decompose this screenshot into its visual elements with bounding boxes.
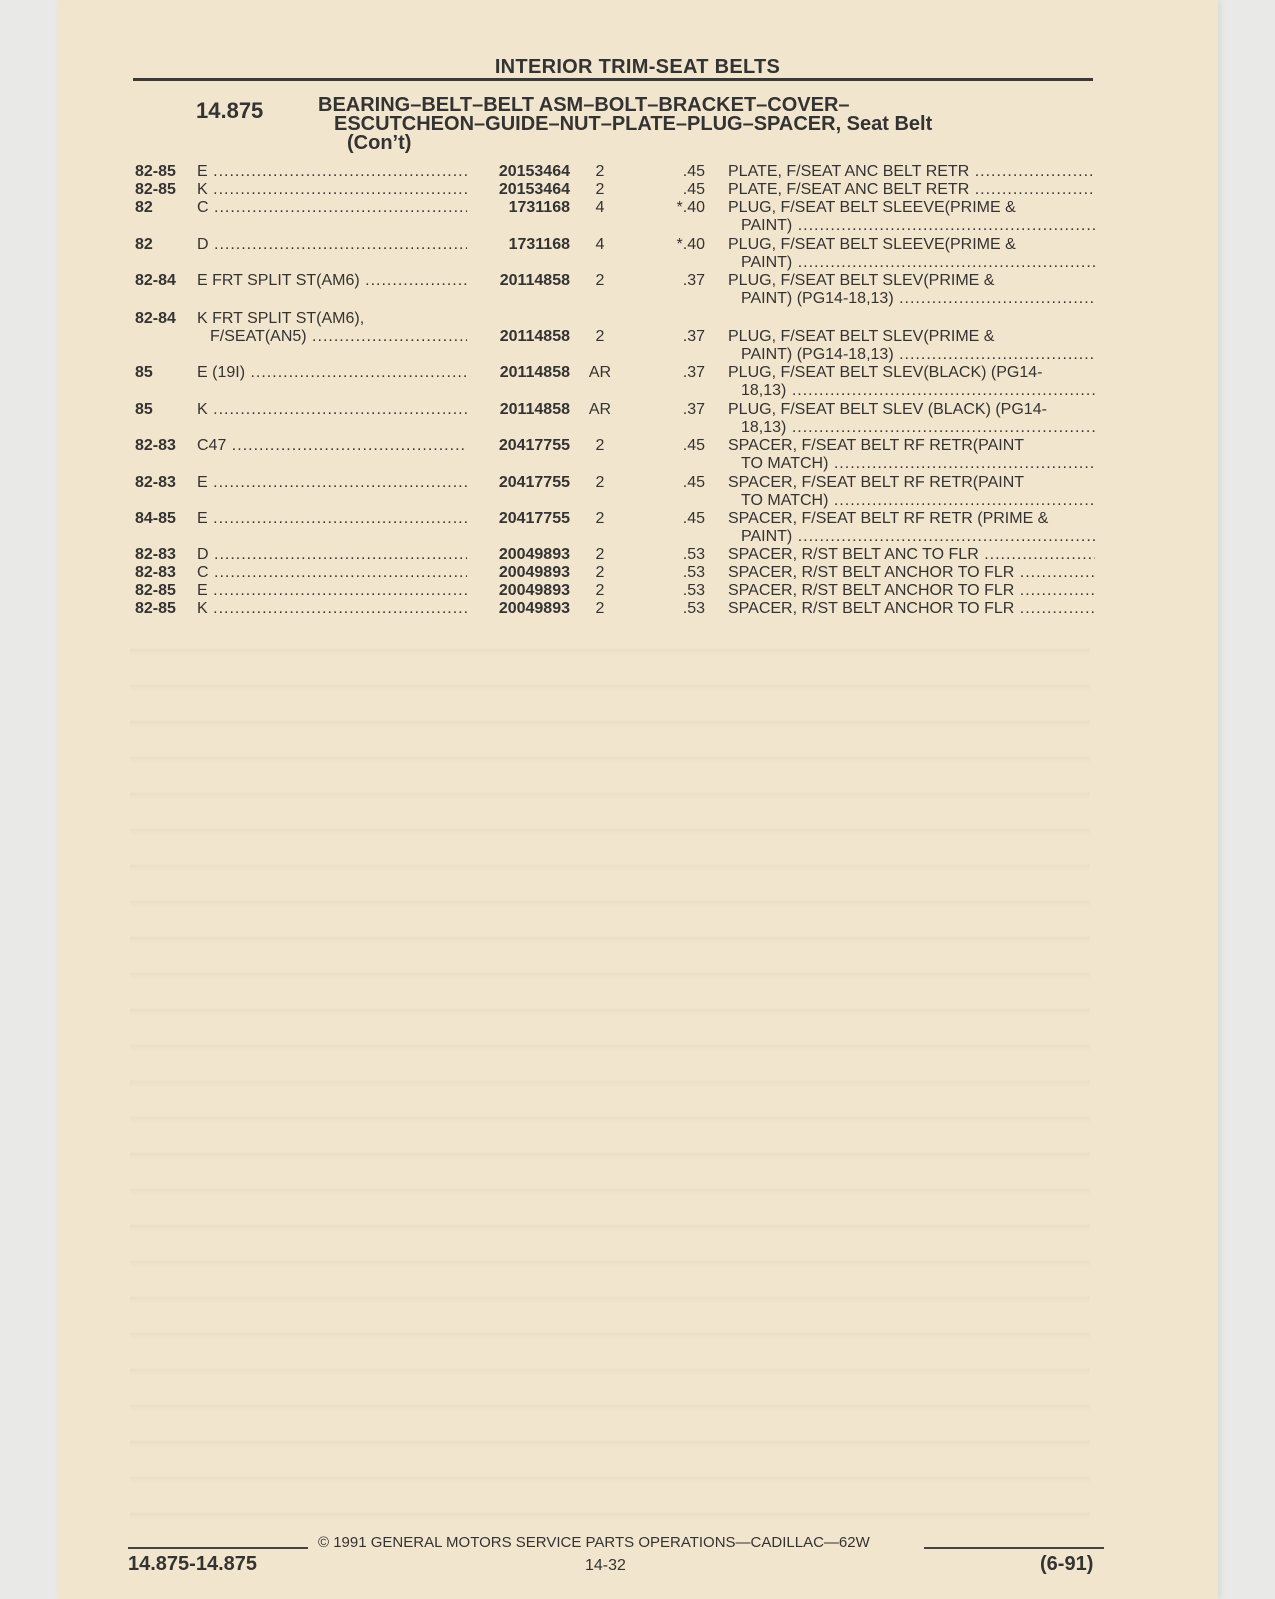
price: .45 xyxy=(682,437,705,454)
part-name-line: PAINT) (PG14-18,13) ..... xyxy=(728,290,1095,308)
part-name-line: PLUG, F/SEAT BELT SLEV(BLACK) (PG14- xyxy=(728,364,1043,381)
part-name-line: SPACER, R/ST BELT ANCHOR TO FLR ..... xyxy=(728,582,1095,600)
quantity: 2 xyxy=(595,272,605,289)
model-year: 82-85 xyxy=(135,181,176,198)
series-description: C47 ..... xyxy=(197,437,467,455)
section-title xyxy=(318,96,1078,153)
price: *.40 xyxy=(676,199,705,216)
part-name-line: PAINT) (PG14-18,13) ..... xyxy=(728,346,1095,364)
part-name-line: PLATE, F/SEAT ANC BELT RETR ..... xyxy=(728,181,1095,199)
part-number: 20153464 xyxy=(498,163,570,180)
revision-date: (6-91) xyxy=(1040,1553,1094,1575)
price: .37 xyxy=(682,401,705,418)
part-name xyxy=(728,364,1095,400)
section-title-line-2: ESCUTCHEON–GUIDE–NUT–PLATE–PLUG–SPACER, Seat Belt xyxy=(334,113,933,135)
part-name-line: PLUG, F/SEAT BELT SLEEVE(PRIME & xyxy=(728,236,1016,253)
part-number: 20049893 xyxy=(498,546,570,563)
part-number: 20049893 xyxy=(498,600,570,617)
quantity: 4 xyxy=(595,236,605,253)
price: .45 xyxy=(682,510,705,527)
part-name-line: PLUG, F/SEAT BELT SLEV(PRIME & xyxy=(728,328,995,345)
part-name xyxy=(728,328,1095,364)
page-number: 14-32 xyxy=(585,1557,626,1574)
price: .53 xyxy=(682,546,705,563)
section-range: 14.875-14.875 xyxy=(128,1553,258,1575)
price: .45 xyxy=(682,474,705,491)
model-year: 82-83 xyxy=(135,437,176,454)
part-number: 1731168 xyxy=(508,236,570,253)
quantity: 2 xyxy=(595,582,605,599)
part-number: 20153464 xyxy=(498,181,570,198)
quantity: 2 xyxy=(595,437,605,454)
part-number: 20114858 xyxy=(499,328,570,345)
part-name xyxy=(728,437,1095,473)
model-year: 82-85 xyxy=(135,600,176,617)
model-year: 82 xyxy=(135,236,153,253)
part-number: 20417755 xyxy=(498,437,570,454)
part-name-line: SPACER, R/ST BELT ANC TO FLR ..... xyxy=(728,546,1095,564)
part-name-line: TO MATCH) ..... xyxy=(728,492,1095,510)
section-number: 14.875 xyxy=(196,98,264,123)
part-name-line: SPACER, F/SEAT BELT RF RETR(PAINT xyxy=(728,474,1025,491)
model-year: 84-85 xyxy=(135,510,176,527)
part-name-line: PLUG, F/SEAT BELT SLEV(PRIME & xyxy=(728,272,995,289)
part-name xyxy=(728,236,1095,272)
part-name-line: PLATE, F/SEAT ANC BELT RETR ..... xyxy=(728,163,1095,181)
part-number: 20114858 xyxy=(499,272,570,289)
model-year: 82-83 xyxy=(135,564,176,581)
footer-rule-right xyxy=(924,1547,1104,1549)
quantity: AR xyxy=(588,364,612,381)
quantity: 2 xyxy=(595,564,605,581)
part-number: 20114858 xyxy=(499,364,570,381)
part-name xyxy=(728,546,1095,564)
quantity: AR xyxy=(588,401,612,418)
bleed-through-background xyxy=(130,620,1090,1520)
series-description: C ..... xyxy=(197,199,467,217)
model-year: 85 xyxy=(135,401,153,418)
part-number: 20049893 xyxy=(498,564,570,581)
part-name xyxy=(728,272,1095,308)
part-name-line: PLUG, F/SEAT BELT SLEEVE(PRIME & xyxy=(728,199,1016,216)
price: .37 xyxy=(682,328,705,345)
part-number: 20049893 xyxy=(498,582,570,599)
part-name xyxy=(728,474,1095,510)
model-year: 82-84 xyxy=(135,272,176,289)
quantity: 4 xyxy=(595,199,605,216)
part-name xyxy=(728,600,1095,618)
part-name-line: SPACER, R/ST BELT ANCHOR TO FLR ..... xyxy=(728,564,1095,582)
series-description: K ..... xyxy=(197,401,467,419)
model-year: 82-84 xyxy=(135,310,176,327)
quantity: 2 xyxy=(595,600,605,617)
quantity: 2 xyxy=(595,546,605,563)
part-name-line: PAINT) ..... xyxy=(728,254,1095,272)
series-description: E (19I) ..... xyxy=(197,364,467,382)
series-description: K ..... xyxy=(197,181,467,199)
part-name-line: TO MATCH) ..... xyxy=(728,455,1095,473)
series-description: D ..... xyxy=(197,236,467,254)
price: .37 xyxy=(682,364,705,381)
series-description: E ..... xyxy=(197,474,467,492)
part-name-line: 18,13) ..... xyxy=(728,382,1095,400)
price: .53 xyxy=(682,582,705,599)
series-description: E ..... xyxy=(197,163,467,181)
part-name xyxy=(728,401,1095,437)
part-name-line: SPACER, R/ST BELT ANCHOR TO FLR ..... xyxy=(728,600,1095,618)
model-year: 82 xyxy=(135,199,153,216)
price: *.40 xyxy=(676,236,705,253)
quantity: 2 xyxy=(595,163,605,180)
part-name-line: SPACER, F/SEAT BELT RF RETR(PAINT xyxy=(728,437,1025,454)
part-name xyxy=(728,510,1095,546)
price: .45 xyxy=(682,163,705,180)
part-name xyxy=(728,199,1095,235)
part-name-line: PAINT) ..... xyxy=(728,528,1095,546)
series-description: K FRT SPLIT ST(AM6), xyxy=(197,310,365,327)
part-number: 20114858 xyxy=(499,401,570,418)
price: .45 xyxy=(682,181,705,198)
running-head: INTERIOR TRIM-SEAT BELTS xyxy=(494,56,781,78)
part-name xyxy=(728,181,1095,199)
series-description: K ..... xyxy=(197,600,467,618)
model-year: 82-83 xyxy=(135,474,176,491)
series-description-cont: F/SEAT(AN5) ..... xyxy=(210,328,467,346)
part-name-line: SPACER, F/SEAT BELT RF RETR (PRIME & xyxy=(728,510,1049,527)
quantity: 2 xyxy=(595,474,605,491)
price: .53 xyxy=(682,564,705,581)
part-name-line: 18,13) ..... xyxy=(728,419,1095,437)
part-number: 20417755 xyxy=(498,510,570,527)
section-title-line-3: (Con’t) xyxy=(347,132,412,154)
part-name xyxy=(728,564,1095,582)
quantity: 2 xyxy=(595,510,605,527)
part-name-line: PAINT) ..... xyxy=(728,217,1095,235)
part-name-line: PLUG, F/SEAT BELT SLEV (BLACK) (PG14- xyxy=(728,401,1047,418)
price: .53 xyxy=(682,600,705,617)
model-year: 82-85 xyxy=(135,163,176,180)
price: .37 xyxy=(682,272,705,289)
series-description: D ..... xyxy=(197,546,467,564)
series-description: E ..... xyxy=(197,510,467,528)
header-rule xyxy=(133,78,1093,81)
section-title-line-1: BEARING–BELT–BELT ASM–BOLT–BRACKET–COVER– xyxy=(318,94,850,116)
quantity: 2 xyxy=(595,181,605,198)
quantity: 2 xyxy=(595,328,605,345)
model-year: 82-83 xyxy=(135,546,176,563)
series-description: E ..... xyxy=(197,582,467,600)
series-description: E FRT SPLIT ST(AM6) ..... xyxy=(197,272,467,290)
series-description: C ..... xyxy=(197,564,467,582)
part-name xyxy=(728,582,1095,600)
footer-rule-left xyxy=(128,1547,308,1549)
model-year: 85 xyxy=(135,364,153,381)
part-name xyxy=(728,163,1095,181)
part-number: 20417755 xyxy=(498,474,570,491)
part-number: 1731168 xyxy=(508,199,570,216)
copyright-line: © 1991 GENERAL MOTORS SERVICE PARTS OPERATIONS—CADILLAC—62W xyxy=(318,1534,870,1551)
model-year: 82-85 xyxy=(135,582,176,599)
